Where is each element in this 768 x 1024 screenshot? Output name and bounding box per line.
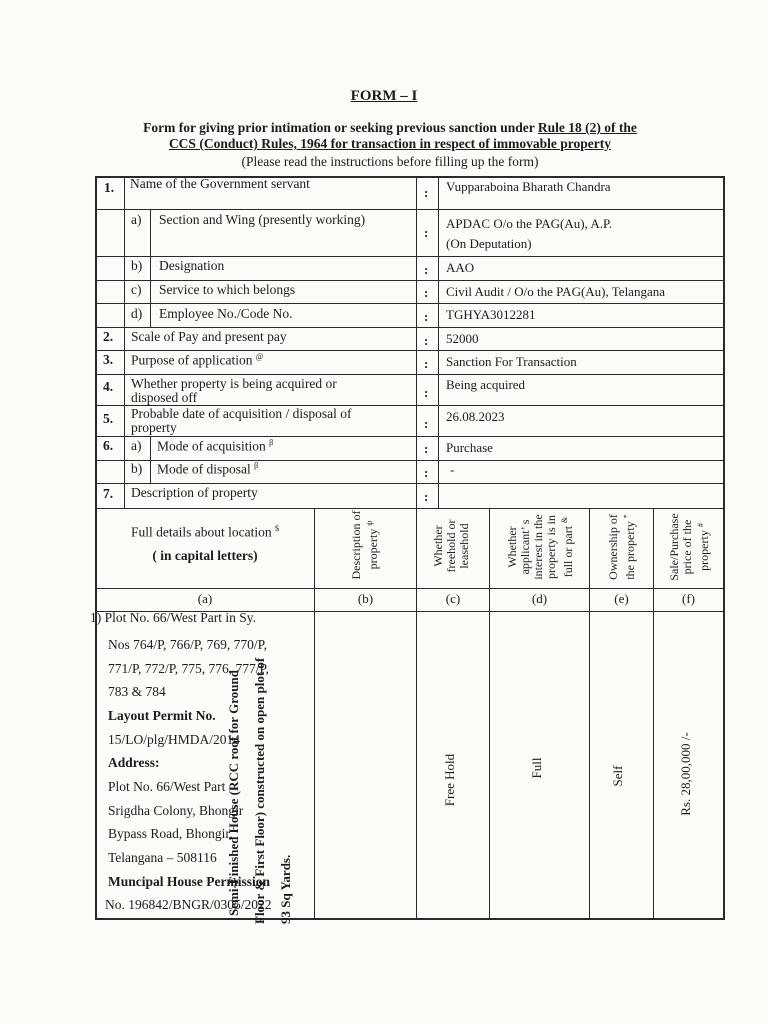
- row-7-label: Description of property: [131, 485, 258, 500]
- header-price: [667, 507, 711, 587]
- row-6b-label: Mode of disposal: [157, 461, 251, 477]
- row-4-number: 4.: [103, 379, 114, 394]
- row-1b-number: b): [131, 258, 143, 273]
- header-ownership-line2: the property: [623, 521, 637, 580]
- row-3-label-wrap: [131, 352, 263, 369]
- row-2-label: Scale of Pay and present pay: [131, 329, 287, 344]
- header-description: [350, 505, 380, 585]
- row-4-label-line2: disposed off: [131, 390, 198, 405]
- row-6b-value: -: [450, 462, 455, 477]
- freehold-value: Free Hold: [442, 753, 457, 807]
- description-line3: 93 Sq Yards.: [278, 854, 293, 924]
- row-5-number: 5.: [103, 411, 114, 426]
- row-5-label-line2: property: [131, 420, 177, 435]
- row-1-label: Name of the Government servant: [130, 176, 310, 191]
- header-price-line3: property: [697, 530, 711, 571]
- header-freehold-line2: freehold or: [444, 519, 458, 573]
- location-line3: 771/P, 772/P, 775, 776, 777/P,: [108, 661, 269, 676]
- header-price-line2: price of the: [680, 519, 694, 575]
- row-2-value: 52000: [446, 331, 479, 346]
- header-ownership: [607, 507, 635, 587]
- row-3-colon: :: [424, 356, 429, 371]
- description-line2: Floor & First Floor) constructed on open plot of: [252, 657, 267, 924]
- address-line1: Plot No. 66/West Part: [108, 779, 226, 794]
- column-letter-b: (b): [357, 591, 374, 606]
- header-freehold: [432, 506, 472, 586]
- header-description-line2-wrap: [363, 505, 380, 585]
- location-line2: Nos 764/P, 766/P, 769, 770/P,: [108, 637, 268, 652]
- header-interest-line1: Whether: [505, 526, 519, 568]
- header-price-line3-wrap: [694, 507, 711, 587]
- header-description-sup: ψ: [365, 520, 374, 526]
- header-ownership-line2-wrap: [620, 507, 637, 587]
- form-heading-line2: [90, 136, 690, 152]
- row-3-value: Sanction For Transaction: [446, 354, 577, 369]
- form-heading-line1: [90, 120, 690, 136]
- row-1c-colon: :: [424, 285, 429, 300]
- header-ownership-line1: Ownership of: [606, 514, 620, 580]
- header-location-line1: Full details about location: [131, 524, 272, 540]
- heading-rules-text: CCS (Conduct) Rules, 1964 for transaction in respect of immovable property: [168, 136, 612, 151]
- header-price-sup: #: [696, 523, 705, 528]
- interest-value: Full: [529, 757, 544, 779]
- address-line3: Bypass Road, Bhongir,: [108, 826, 233, 841]
- row-1d-value: TGHYA3012281: [446, 307, 536, 322]
- header-interest-line3: interest in the: [531, 514, 545, 580]
- heading-rule-reference: Rule 18 (2) of the: [537, 120, 637, 135]
- form-instruction: (Please read the instructions before filling up the form): [241, 154, 539, 169]
- header-interest-line4: property is in: [544, 515, 558, 579]
- row-3-label-sup: @: [255, 352, 264, 361]
- row-1a-label: Section and Wing (presently working): [159, 212, 366, 227]
- address-line2: Srigdha Colony, Bhongir: [108, 803, 244, 818]
- row-7-colon: :: [424, 489, 429, 504]
- header-freehold-line3: leasehold: [457, 523, 471, 569]
- row-3-number: 3.: [103, 352, 114, 367]
- row-3-label: Purpose of application: [131, 352, 253, 368]
- row-6a-number: a): [131, 438, 142, 453]
- row-6a-label-wrap: [157, 438, 273, 455]
- price-value: Rs. 28,00,000 /-: [678, 732, 693, 816]
- row-6a-value: Purchase: [446, 440, 493, 455]
- row-6a-colon: :: [424, 441, 429, 456]
- row-1c-number: c): [131, 282, 142, 297]
- row-2-number: 2.: [103, 329, 114, 344]
- row-6-number: 6.: [103, 438, 114, 453]
- row-1-colon: :: [424, 185, 429, 200]
- row-1b-value: AAO: [446, 260, 475, 275]
- location-line1: 1) Plot No. 66/West Part in Sy.: [90, 610, 257, 625]
- column-letter-c: (c): [445, 591, 461, 606]
- layout-permit-label: Layout Permit No.: [108, 708, 216, 723]
- column-letter-a: (a): [197, 591, 213, 606]
- row-6a-label: Mode of acquisition: [157, 438, 266, 454]
- description-line1: Semi-Finished House (RCC roof for Ground: [226, 670, 241, 916]
- row-1a-value-line1: APDAC O/o the PAG(Au), A.P.: [446, 216, 613, 231]
- header-ownership-sup: *: [622, 514, 631, 519]
- row-1d-label: Employee No./Code No.: [159, 306, 293, 321]
- column-letter-d: (d): [531, 591, 548, 606]
- column-letter-e: (e): [614, 591, 629, 606]
- row-1-value: Vupparaboina Bharath Chandra: [446, 179, 611, 194]
- row-6b-colon: :: [424, 465, 429, 480]
- form-title: FORM – I: [350, 88, 418, 104]
- row-6a-label-sup: β: [269, 438, 274, 447]
- header-description-line1: Description of: [349, 510, 363, 580]
- heading-plain-text: Form for giving prior intimation or seeking previous sanction under: [143, 120, 538, 135]
- header-interest-line2: applicant’ s: [518, 519, 532, 575]
- header-freehold-line1: Whether: [431, 525, 445, 567]
- row-1c-label: Service to which belongs: [159, 282, 296, 297]
- row-5-colon: :: [424, 416, 429, 431]
- house-permission-label: Muncipal House Permission: [108, 874, 271, 889]
- header-interest: [505, 507, 575, 587]
- header-location-sup: $: [274, 524, 279, 533]
- row-6b-number: b): [131, 461, 143, 476]
- row-5-value: 26.08.2023: [446, 409, 505, 424]
- column-letter-f: (f): [682, 591, 695, 606]
- house-permission-value: No. 196842/BNGR/0305/2022: [105, 897, 272, 912]
- header-description-line2: property: [366, 528, 380, 570]
- row-1c-value: Civil Audit / O/o the PAG(Au), Telangana: [446, 284, 665, 299]
- header-interest-line5: full or part: [561, 525, 575, 578]
- location-line4: 783 & 784: [108, 684, 166, 699]
- header-interest-sup: &: [560, 516, 569, 523]
- row-6b-label-sup: β: [254, 461, 259, 470]
- header-location-line2: ( in capital letters): [152, 548, 258, 563]
- row-1-number: 1.: [104, 180, 115, 195]
- address-label: Address:: [108, 755, 160, 770]
- row-2-colon: :: [424, 333, 429, 348]
- row-1a-number: a): [131, 212, 142, 227]
- row-6b-label-wrap: [157, 461, 258, 478]
- row-4-label-line1: Whether property is being acquired or: [131, 376, 337, 391]
- row-1b-label: Designation: [159, 258, 225, 273]
- header-price-line1: Sale/Purchase: [667, 513, 681, 581]
- row-1b-colon: :: [424, 262, 429, 277]
- row-1d-number: d): [131, 306, 143, 321]
- row-4-colon: :: [424, 385, 429, 400]
- layout-permit-value: 15/LO/plg/HMDA/2014: [108, 732, 241, 747]
- row-1d-colon: :: [424, 309, 429, 324]
- row-5-label-line1: Probable date of acquisition / disposal of: [131, 406, 352, 421]
- row-1a-colon: :: [424, 225, 429, 240]
- header-interest-line5-wrap: [558, 507, 575, 587]
- row-4-value: Being acquired: [446, 377, 526, 392]
- header-location: [96, 524, 314, 541]
- address-line4: Telangana – 508116: [108, 850, 217, 865]
- row-1a-value-line2: (On Deputation): [446, 236, 532, 251]
- row-7-number: 7.: [103, 486, 114, 501]
- ownership-value: Self: [610, 765, 625, 787]
